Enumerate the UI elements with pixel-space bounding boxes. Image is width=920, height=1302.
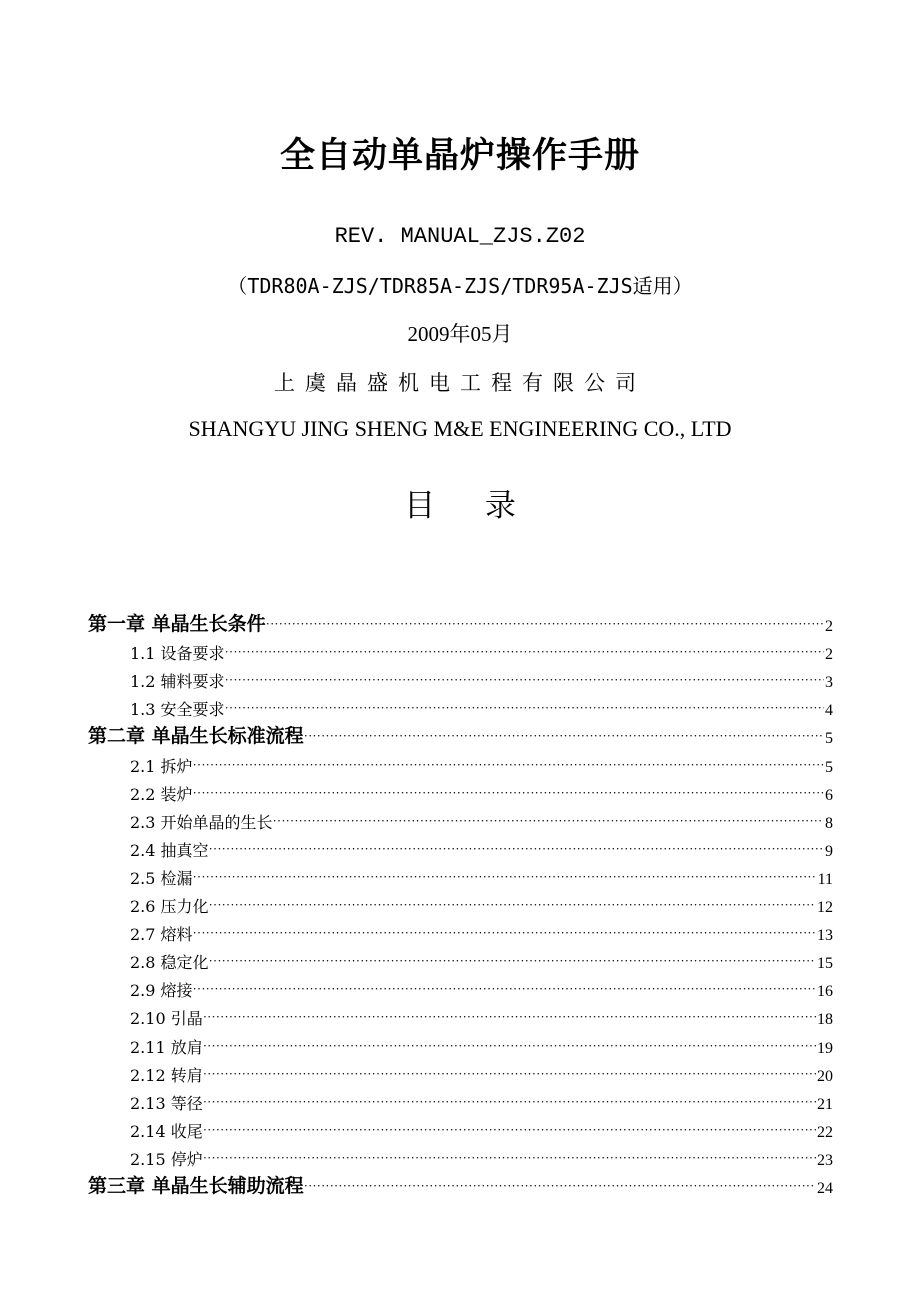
toc-entry-label: 2.11 放肩 — [130, 1037, 203, 1057]
applicable-models: （TDR80A-ZJS/TDR85A-ZJS/TDR95A-ZJS适用） — [227, 274, 693, 298]
toc-leader-dots — [225, 700, 824, 720]
toc-entry-page-number: 20 — [817, 1067, 833, 1085]
toc-section-entry[interactable] — [130, 949, 833, 973]
toc-entry-label: 2.5 检漏 — [130, 868, 193, 888]
toc-entry-label: 2.8 稳定化 — [130, 953, 209, 973]
toc-section-entry[interactable] — [130, 1090, 833, 1114]
toc-entry-label: 2.2 装炉 — [130, 784, 193, 804]
toc-section-entry[interactable] — [130, 640, 833, 664]
toc-entry-label: 第一章 单晶生长条件 — [88, 613, 266, 635]
toc-leader-dots — [266, 616, 824, 636]
publication-date: 2009年05月 — [407, 322, 513, 346]
toc-leader-dots — [193, 869, 817, 889]
toc-entry-page-number: 6 — [825, 786, 833, 804]
toc-leader-dots — [209, 897, 816, 917]
toc-entry-page-number: 2 — [825, 618, 833, 635]
toc-entry-page-number: 11 — [817, 870, 833, 888]
toc-entry-label: 2.4 抽真空 — [130, 840, 209, 860]
toc-leader-dots — [193, 925, 816, 945]
document-title: 全自动单晶炉操作手册 — [279, 136, 640, 176]
toc-leader-dots — [304, 1178, 816, 1198]
toc-section-entry[interactable] — [130, 1034, 833, 1058]
toc-section-entry[interactable] — [130, 809, 833, 833]
toc-leader-dots — [203, 1038, 816, 1058]
toc-entry-label: 2.3 开始单晶的生长 — [130, 812, 273, 832]
company-name-cn: 上虞晶盛机电工程有限公司 — [274, 371, 646, 395]
toc-entry-label: 2.1 拆炉 — [130, 756, 193, 776]
toc-leader-dots — [193, 981, 816, 1001]
toc-entry-page-number: 2 — [825, 646, 833, 664]
revision-code: REV. MANUAL_ZJS.Z02 — [334, 224, 586, 249]
toc-leader-dots — [225, 644, 824, 664]
toc-entry-label: 2.15 停炉 — [130, 1149, 203, 1169]
toc-entry-label: 1.2 辅料要求 — [130, 672, 225, 692]
toc-entry-page-number: 13 — [817, 927, 833, 945]
toc-entry-page-number: 8 — [825, 814, 833, 832]
toc-leader-dots — [203, 1094, 816, 1114]
toc-leader-dots — [203, 1122, 816, 1142]
toc-section-entry[interactable] — [130, 921, 833, 945]
toc-entry-label: 1.3 安全要求 — [130, 700, 225, 720]
toc-leader-dots — [209, 953, 816, 973]
toc-entry-label: 1.1 设备要求 — [130, 644, 225, 664]
toc-entry-page-number: 15 — [817, 955, 833, 973]
toc-entry-page-number: 3 — [825, 674, 833, 692]
toc-chapter-entry[interactable] — [88, 1174, 833, 1198]
toc-section-entry[interactable] — [130, 1005, 833, 1029]
toc-leader-dots — [193, 785, 824, 805]
toc-entry-label: 2.13 等径 — [130, 1093, 203, 1113]
toc-leader-dots — [304, 728, 824, 748]
toc-section-entry[interactable] — [130, 781, 833, 805]
toc-entry-page-number: 5 — [825, 758, 833, 776]
company-name-en: SHANGYU JING SHENG M&E ENGINEERING CO., LTD — [188, 416, 732, 441]
toc-entry-label: 2.10 引晶 — [130, 1009, 203, 1029]
toc-chapter-entry[interactable] — [88, 612, 833, 636]
toc-entry-label: 第二章 单晶生长标准流程 — [88, 725, 304, 748]
toc-entry-page-number: 9 — [825, 842, 833, 860]
toc-entry-page-number: 19 — [817, 1039, 833, 1057]
toc-entry-label: 2.7 熔料 — [130, 925, 193, 945]
toc-section-entry[interactable] — [130, 977, 833, 1001]
toc-entry-page-number: 24 — [817, 1180, 833, 1197]
toc-entry-page-number: 5 — [825, 730, 833, 748]
toc-heading: 目 录 — [404, 488, 516, 524]
toc-entry-page-number: 21 — [817, 1095, 833, 1113]
toc-chapter-entry[interactable] — [88, 724, 833, 748]
toc-entry-label: 2.9 熔接 — [130, 981, 193, 1001]
toc-entry-label: 2.12 转肩 — [130, 1065, 203, 1085]
toc-section-entry[interactable] — [130, 668, 833, 692]
toc-leader-dots — [209, 841, 824, 861]
toc-leader-dots — [273, 813, 824, 833]
toc-entry-page-number: 4 — [825, 702, 833, 720]
toc-entry-page-number: 12 — [817, 899, 833, 916]
toc-section-entry[interactable] — [130, 1146, 833, 1170]
toc-entry-label: 2.6 压力化 — [130, 897, 209, 916]
toc-entry-page-number: 22 — [817, 1123, 833, 1141]
toc-section-entry[interactable] — [130, 696, 833, 720]
toc-section-entry[interactable] — [130, 1118, 833, 1142]
toc-leader-dots — [193, 757, 824, 777]
toc-entry-label: 第三章 单晶生长辅助流程 — [88, 1175, 304, 1197]
toc-entry-label: 2.14 收尾 — [130, 1121, 203, 1141]
toc-leader-dots — [203, 1150, 816, 1170]
toc-entry-page-number: 16 — [817, 983, 833, 1001]
toc-entry-page-number: 18 — [817, 1011, 833, 1029]
toc-leader-dots — [203, 1066, 816, 1086]
toc-section-entry[interactable] — [130, 893, 833, 917]
toc-section-entry[interactable] — [130, 753, 833, 777]
toc-section-entry[interactable] — [130, 865, 833, 889]
toc-leader-dots — [203, 1009, 816, 1029]
toc-entry-page-number: 23 — [817, 1151, 833, 1169]
toc-section-entry[interactable] — [130, 837, 833, 861]
toc-leader-dots — [225, 672, 824, 692]
toc-section-entry[interactable] — [130, 1062, 833, 1086]
